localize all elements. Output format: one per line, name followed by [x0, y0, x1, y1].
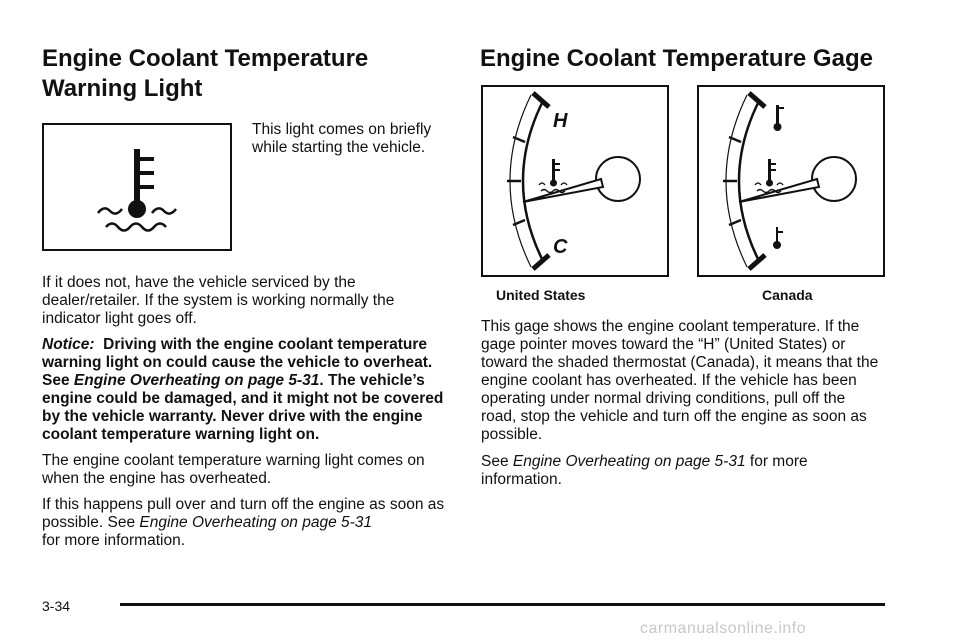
us-temperature-gauge [483, 87, 667, 275]
notice-paragraph: Notice: Driving with the engine coolant temperature warning light on could cause the vehicle to overheat. See Engine Overheating on page 5-31. The vehicle’s engine could be damaged, and it might not be covered by the vehicle warranty. Never drive with the engine coolant temperature warning light on. [42, 336, 444, 443]
canada-temperature-gauge [699, 87, 883, 275]
warning-paragraph-1: If it does not, have the vehicle serviced by the dealer/retailer. If the system is working normally the indicator light goes off. [42, 274, 395, 327]
watermark: carmanualsonline.info [640, 620, 807, 637]
overheating-reference-link[interactable]: Engine Overheating on page 5-31 [139, 514, 373, 531]
notice-reference-link[interactable]: Engine Overheating on page 5-31 [73, 372, 320, 389]
caption-united-states: United States [496, 287, 586, 303]
hot-label: H [553, 110, 568, 132]
gage-paragraph-2: See Engine Overheating on page 5-31 for more information. [481, 453, 808, 488]
section-title-gage: Engine Coolant Temperature Gage [480, 45, 873, 72]
caption-canada: Canada [762, 287, 813, 303]
gauge-box-united-states [481, 85, 669, 277]
coolant-temperature-icon [44, 125, 230, 249]
cold-label: C [553, 236, 568, 258]
gage-paragraph-1: This gage shows the engine coolant temperature. If the gage pointer moves toward the “H” (United States) or toward the shaded thermostat (Canada), it means that the engine coolant has overheated. If the vehicle has been operating under normal driving conditions, pull off the road, stop the vehicle and turn off the engine as soon as possible. [481, 318, 879, 443]
hot-thermometer-icon [774, 105, 785, 131]
gage-overheating-reference-link[interactable]: Engine Overheating on page 5-31 [512, 453, 746, 470]
warning-paragraph-2: The engine coolant temperature warning light comes on when the engine has overheated. [42, 452, 425, 487]
warning-intro-text: This light comes on briefly while starting the vehicle. [252, 121, 432, 156]
footer-rule [120, 603, 885, 606]
cold-thermometer-icon [773, 227, 783, 249]
warning-paragraph-3: If this happens pull over and turn off the engine as soon as possible. See Engine Overheating on page 5-31 for more information. [42, 496, 445, 549]
page-number: 3-34 [42, 598, 71, 614]
coolant-warning-symbol-box [42, 123, 232, 251]
section-title-warning-light: Engine Coolant Temperature Warning Light [42, 45, 369, 102]
gauge-box-canada [697, 85, 885, 277]
notice-label: Notice: [42, 336, 95, 353]
